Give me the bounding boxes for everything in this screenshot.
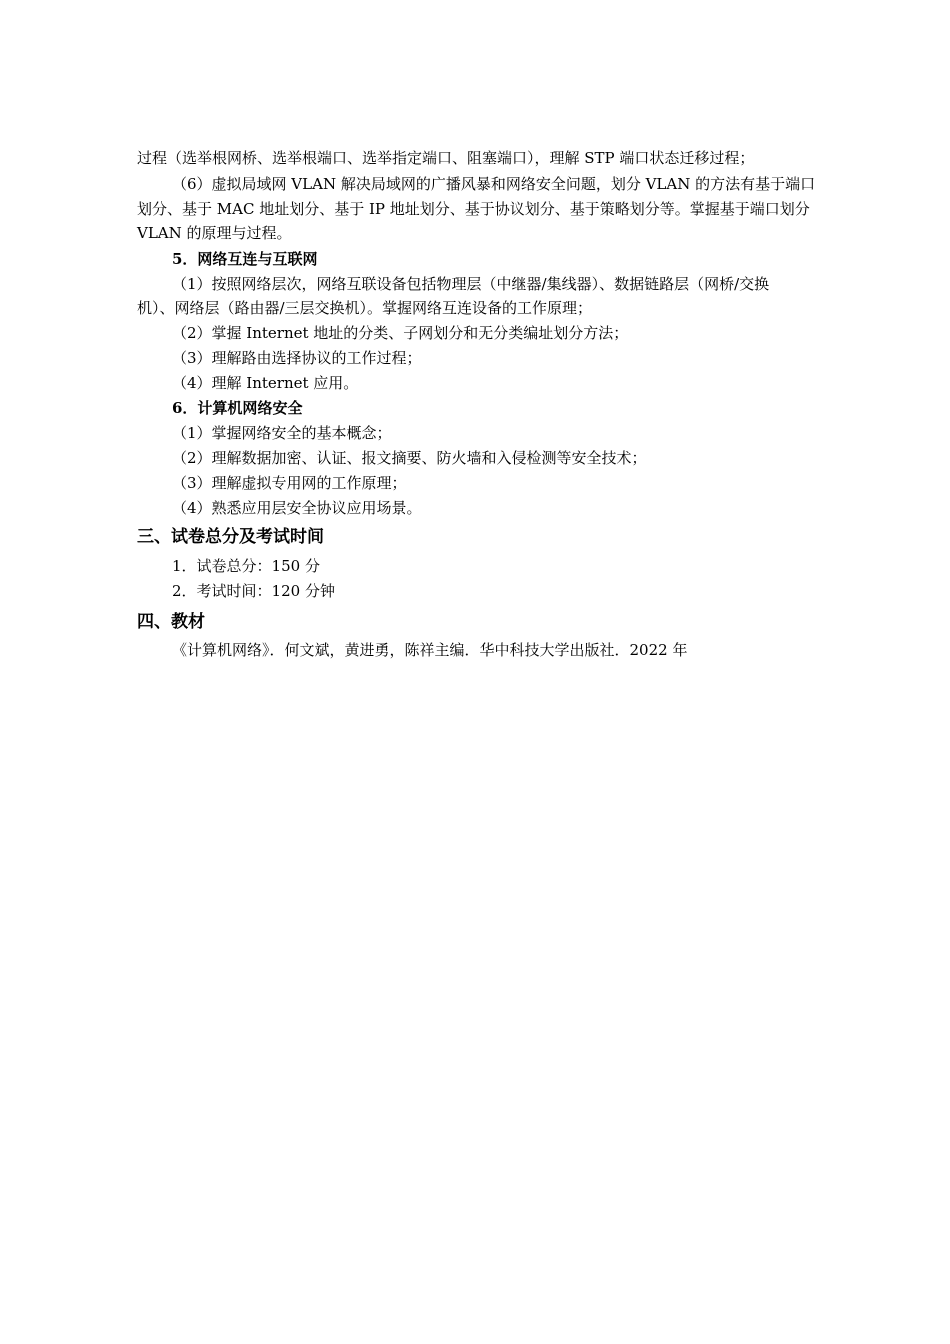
list-item-internet-applications: （4）理解 Internet 应用。 bbox=[172, 374, 359, 392]
paragraph-line-stp-process: 过程（选举根网桥、选举根端口、选举指定端口、阻塞端口），理解 STP 端口状态迁移过程； bbox=[137, 149, 755, 167]
list-item-vpn-principle: （3）理解虚拟专用网的工作原理； bbox=[172, 474, 407, 492]
list-item-application-security: （4）熟悉应用层安全协议应用场景。 bbox=[172, 499, 422, 517]
paragraph-line-vlan-principle: VLAN 的原理与过程。 bbox=[137, 224, 292, 242]
section-heading-network-interconnection: 5．网络互连与互联网 bbox=[172, 250, 318, 268]
list-item-exam-duration: 2．考试时间：120 分钟 bbox=[172, 582, 335, 600]
list-item-total-score: 1．试卷总分：150 分 bbox=[172, 557, 320, 575]
list-item-security-concepts: （1）掌握网络安全的基本概念； bbox=[172, 424, 392, 442]
list-item-security-technologies: （2）理解数据加密、认证、报文摘要、防火墙和入侵检测等安全技术； bbox=[172, 449, 647, 467]
list-item-routing-protocol: （3）理解路由选择协议的工作过程； bbox=[172, 349, 422, 367]
section-heading-network-security: 6．计算机网络安全 bbox=[172, 399, 303, 417]
paragraph-line-interconnect-devices-cont: 机）、网络层（路由器/三层交换机）。掌握网络互连设备的工作原理； bbox=[137, 299, 593, 317]
list-item-internet-addressing: （2）掌握 Internet 地址的分类、子网划分和无分类编址划分方法； bbox=[172, 324, 629, 342]
paragraph-line-vlan-methods: 划分、基于 MAC 地址划分、基于 IP 地址划分、基于协议划分、基于策略划分等。掌握基于端口划分 bbox=[137, 200, 810, 218]
textbook-citation: 《计算机网络》．何文斌，黄进勇，陈祥主编．华中科技大学出版社．2022 年 bbox=[172, 641, 688, 659]
paragraph-line-vlan-intro: （6）虚拟局域网 VLAN 解决局域网的广播风暴和网络安全问题，划分 VLAN 的方法有基于端口 bbox=[172, 175, 816, 193]
paragraph-line-interconnect-devices: （1）按照网络层次，网络互联设备包括物理层（中继器/集线器）、数据链路层（网桥/交换 bbox=[172, 275, 770, 293]
part-heading-textbook: 四、教材 bbox=[137, 612, 205, 632]
part-heading-exam-score-time: 三、试卷总分及考试时间 bbox=[137, 527, 324, 547]
